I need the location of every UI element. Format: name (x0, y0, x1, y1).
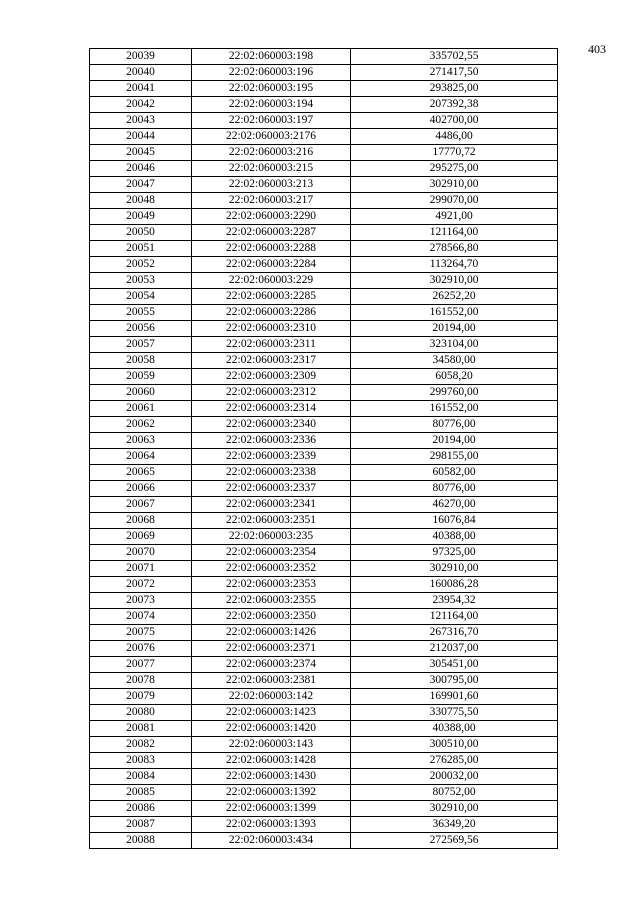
cadastral-number-cell: 22:02:060003:2339 (192, 449, 351, 465)
value-cell: 20194,00 (351, 321, 558, 337)
row-number-cell: 20071 (90, 561, 192, 577)
row-number-cell: 20085 (90, 785, 192, 801)
row-number-cell: 20083 (90, 753, 192, 769)
value-cell: 161552,00 (351, 401, 558, 417)
row-number-cell: 20053 (90, 273, 192, 289)
row-number-cell: 20058 (90, 353, 192, 369)
cadastral-number-cell: 22:02:060003:2340 (192, 417, 351, 433)
value-cell: 40388,00 (351, 529, 558, 545)
value-cell: 271417,50 (351, 65, 558, 81)
table-row (90, 657, 558, 673)
value-cell: 305451,00 (351, 657, 558, 673)
cadastral-number-cell: 22:02:060003:2352 (192, 561, 351, 577)
data-table (89, 48, 558, 849)
table-row (90, 769, 558, 785)
table-row (90, 833, 558, 849)
row-number-cell: 20068 (90, 513, 192, 529)
table-row (90, 401, 558, 417)
row-number-cell: 20072 (90, 577, 192, 593)
row-number-cell: 20081 (90, 721, 192, 737)
cadastral-number-cell: 22:02:060003:2371 (192, 641, 351, 657)
table-row (90, 129, 558, 145)
value-cell: 34580,00 (351, 353, 558, 369)
value-cell: 161552,00 (351, 305, 558, 321)
cadastral-number-cell: 22:02:060003:2176 (192, 129, 351, 145)
cadastral-number-cell: 22:02:060003:143 (192, 737, 351, 753)
value-cell: 302910,00 (351, 177, 558, 193)
row-number-cell: 20060 (90, 385, 192, 401)
cadastral-number-cell: 22:02:060003:2336 (192, 433, 351, 449)
cadastral-number-cell: 22:02:060003:2285 (192, 289, 351, 305)
cadastral-number-cell: 22:02:060003:198 (192, 49, 351, 65)
row-number-cell: 20043 (90, 113, 192, 129)
cadastral-number-cell: 22:02:060003:2355 (192, 593, 351, 609)
value-cell: 278566,80 (351, 241, 558, 257)
value-cell: 26252,20 (351, 289, 558, 305)
row-number-cell: 20046 (90, 161, 192, 177)
cadastral-number-cell: 22:02:060003:2284 (192, 257, 351, 273)
row-number-cell: 20054 (90, 289, 192, 305)
cadastral-number-cell: 22:02:060003:216 (192, 145, 351, 161)
value-cell: 97325,00 (351, 545, 558, 561)
cadastral-number-cell: 22:02:060003:1399 (192, 801, 351, 817)
cadastral-number-cell: 22:02:060003:2310 (192, 321, 351, 337)
cadastral-number-cell: 22:02:060003:215 (192, 161, 351, 177)
table-row (90, 193, 558, 209)
table-row (90, 529, 558, 545)
table-row (90, 593, 558, 609)
cadastral-number-cell: 22:02:060003:2374 (192, 657, 351, 673)
row-number-cell: 20073 (90, 593, 192, 609)
row-number-cell: 20048 (90, 193, 192, 209)
table-row (90, 737, 558, 753)
value-cell: 23954,32 (351, 593, 558, 609)
row-number-cell: 20042 (90, 97, 192, 113)
value-cell: 299760,00 (351, 385, 558, 401)
row-number-cell: 20041 (90, 81, 192, 97)
cadastral-number-cell: 22:02:060003:2287 (192, 225, 351, 241)
row-number-cell: 20080 (90, 705, 192, 721)
table-body (90, 49, 558, 849)
value-cell: 300510,00 (351, 737, 558, 753)
table-row (90, 337, 558, 353)
row-number-cell: 20069 (90, 529, 192, 545)
table-row (90, 161, 558, 177)
table-row (90, 721, 558, 737)
cadastral-number-cell: 22:02:060003:2309 (192, 369, 351, 385)
row-number-cell: 20084 (90, 769, 192, 785)
table-row (90, 49, 558, 65)
value-cell: 60582,00 (351, 465, 558, 481)
table-row (90, 625, 558, 641)
table-row (90, 481, 558, 497)
table-row (90, 417, 558, 433)
row-number-cell: 20049 (90, 209, 192, 225)
value-cell: 293825,00 (351, 81, 558, 97)
table-row (90, 177, 558, 193)
cadastral-number-cell: 22:02:060003:2353 (192, 577, 351, 593)
value-cell: 80776,00 (351, 417, 558, 433)
value-cell: 212037,00 (351, 641, 558, 657)
cadastral-number-cell: 22:02:060003:213 (192, 177, 351, 193)
value-cell: 80776,00 (351, 481, 558, 497)
cadastral-number-cell: 22:02:060003:142 (192, 689, 351, 705)
table-row (90, 689, 558, 705)
value-cell: 302910,00 (351, 561, 558, 577)
value-cell: 169901,60 (351, 689, 558, 705)
value-cell: 299070,00 (351, 193, 558, 209)
cadastral-number-cell: 22:02:060003:2381 (192, 673, 351, 689)
row-number-cell: 20087 (90, 817, 192, 833)
table-row (90, 145, 558, 161)
row-number-cell: 20059 (90, 369, 192, 385)
cadastral-number-cell: 22:02:060003:2351 (192, 513, 351, 529)
row-number-cell: 20070 (90, 545, 192, 561)
value-cell: 17770,72 (351, 145, 558, 161)
value-cell: 4921,00 (351, 209, 558, 225)
value-cell: 6058,20 (351, 369, 558, 385)
row-number-cell: 20086 (90, 801, 192, 817)
table-row (90, 257, 558, 273)
table-row (90, 609, 558, 625)
row-number-cell: 20057 (90, 337, 192, 353)
cadastral-number-cell: 22:02:060003:2288 (192, 241, 351, 257)
row-number-cell: 20040 (90, 65, 192, 81)
value-cell: 295275,00 (351, 161, 558, 177)
table-row (90, 545, 558, 561)
row-number-cell: 20064 (90, 449, 192, 465)
cadastral-number-cell: 22:02:060003:2354 (192, 545, 351, 561)
row-number-cell: 20052 (90, 257, 192, 273)
value-cell: 300795,00 (351, 673, 558, 689)
cadastral-number-cell: 22:02:060003:2290 (192, 209, 351, 225)
value-cell: 207392,38 (351, 97, 558, 113)
value-cell: 298155,00 (351, 449, 558, 465)
row-number-cell: 20075 (90, 625, 192, 641)
value-cell: 402700,00 (351, 113, 558, 129)
table-row (90, 801, 558, 817)
cadastral-number-cell: 22:02:060003:434 (192, 833, 351, 849)
value-cell: 121164,00 (351, 225, 558, 241)
table-row (90, 273, 558, 289)
table-row (90, 513, 558, 529)
row-number-cell: 20065 (90, 465, 192, 481)
table-row (90, 65, 558, 81)
cadastral-number-cell: 22:02:060003:195 (192, 81, 351, 97)
row-number-cell: 20050 (90, 225, 192, 241)
value-cell: 80752,00 (351, 785, 558, 801)
table-row (90, 321, 558, 337)
value-cell: 323104,00 (351, 337, 558, 353)
cadastral-number-cell: 22:02:060003:197 (192, 113, 351, 129)
cadastral-number-cell: 22:02:060003:2286 (192, 305, 351, 321)
row-number-cell: 20056 (90, 321, 192, 337)
table-row (90, 305, 558, 321)
value-cell: 40388,00 (351, 721, 558, 737)
value-cell: 272569,56 (351, 833, 558, 849)
value-cell: 267316,70 (351, 625, 558, 641)
row-number-cell: 20061 (90, 401, 192, 417)
cadastral-number-cell: 22:02:060003:2314 (192, 401, 351, 417)
value-cell: 16076,84 (351, 513, 558, 529)
value-cell: 36349,20 (351, 817, 558, 833)
cadastral-number-cell: 22:02:060003:2350 (192, 609, 351, 625)
cadastral-number-cell: 22:02:060003:1420 (192, 721, 351, 737)
cadastral-number-cell: 22:02:060003:1393 (192, 817, 351, 833)
table-row (90, 785, 558, 801)
value-cell: 4486,00 (351, 129, 558, 145)
table-row (90, 433, 558, 449)
cadastral-number-cell: 22:02:060003:196 (192, 65, 351, 81)
cadastral-number-cell: 22:02:060003:2317 (192, 353, 351, 369)
table-row (90, 753, 558, 769)
table-row (90, 225, 558, 241)
row-number-cell: 20047 (90, 177, 192, 193)
row-number-cell: 20055 (90, 305, 192, 321)
row-number-cell: 20088 (90, 833, 192, 849)
cadastral-number-cell: 22:02:060003:2311 (192, 337, 351, 353)
value-cell: 276285,00 (351, 753, 558, 769)
value-cell: 160086,28 (351, 577, 558, 593)
table-row (90, 449, 558, 465)
value-cell: 302910,00 (351, 273, 558, 289)
row-number-cell: 20066 (90, 481, 192, 497)
table-row (90, 241, 558, 257)
value-cell: 113264,70 (351, 257, 558, 273)
value-cell: 330775,50 (351, 705, 558, 721)
row-number-cell: 20051 (90, 241, 192, 257)
row-number-cell: 20076 (90, 641, 192, 657)
cadastral-number-cell: 22:02:060003:235 (192, 529, 351, 545)
row-number-cell: 20062 (90, 417, 192, 433)
cadastral-number-cell: 22:02:060003:1430 (192, 769, 351, 785)
row-number-cell: 20082 (90, 737, 192, 753)
cadastral-number-cell: 22:02:060003:2341 (192, 497, 351, 513)
value-cell: 121164,00 (351, 609, 558, 625)
cadastral-number-cell: 22:02:060003:1392 (192, 785, 351, 801)
value-cell: 46270,00 (351, 497, 558, 513)
cadastral-number-cell: 22:02:060003:194 (192, 97, 351, 113)
page-number: 403 (588, 42, 606, 56)
cadastral-number-cell: 22:02:060003:229 (192, 273, 351, 289)
cadastral-number-cell: 22:02:060003:2338 (192, 465, 351, 481)
cadastral-number-cell: 22:02:060003:2337 (192, 481, 351, 497)
row-number-cell: 20067 (90, 497, 192, 513)
table-row (90, 385, 558, 401)
table-row (90, 353, 558, 369)
row-number-cell: 20039 (90, 49, 192, 65)
table-row (90, 497, 558, 513)
table-row (90, 705, 558, 721)
table-row (90, 81, 558, 97)
row-number-cell: 20077 (90, 657, 192, 673)
table-row (90, 97, 558, 113)
row-number-cell: 20078 (90, 673, 192, 689)
table-row (90, 561, 558, 577)
row-number-cell: 20063 (90, 433, 192, 449)
table-row (90, 641, 558, 657)
value-cell: 20194,00 (351, 433, 558, 449)
cadastral-number-cell: 22:02:060003:1428 (192, 753, 351, 769)
row-number-cell: 20044 (90, 129, 192, 145)
cadastral-number-cell: 22:02:060003:1426 (192, 625, 351, 641)
row-number-cell: 20074 (90, 609, 192, 625)
value-cell: 335702,55 (351, 49, 558, 65)
table-row (90, 369, 558, 385)
table-row (90, 577, 558, 593)
cadastral-number-cell: 22:02:060003:2312 (192, 385, 351, 401)
table-row (90, 289, 558, 305)
table-row (90, 465, 558, 481)
table-row (90, 673, 558, 689)
row-number-cell: 20045 (90, 145, 192, 161)
table-row (90, 113, 558, 129)
cadastral-number-cell: 22:02:060003:1423 (192, 705, 351, 721)
row-number-cell: 20079 (90, 689, 192, 705)
table-row (90, 209, 558, 225)
value-cell: 200032,00 (351, 769, 558, 785)
value-cell: 302910,00 (351, 801, 558, 817)
cadastral-number-cell: 22:02:060003:217 (192, 193, 351, 209)
table-row (90, 817, 558, 833)
